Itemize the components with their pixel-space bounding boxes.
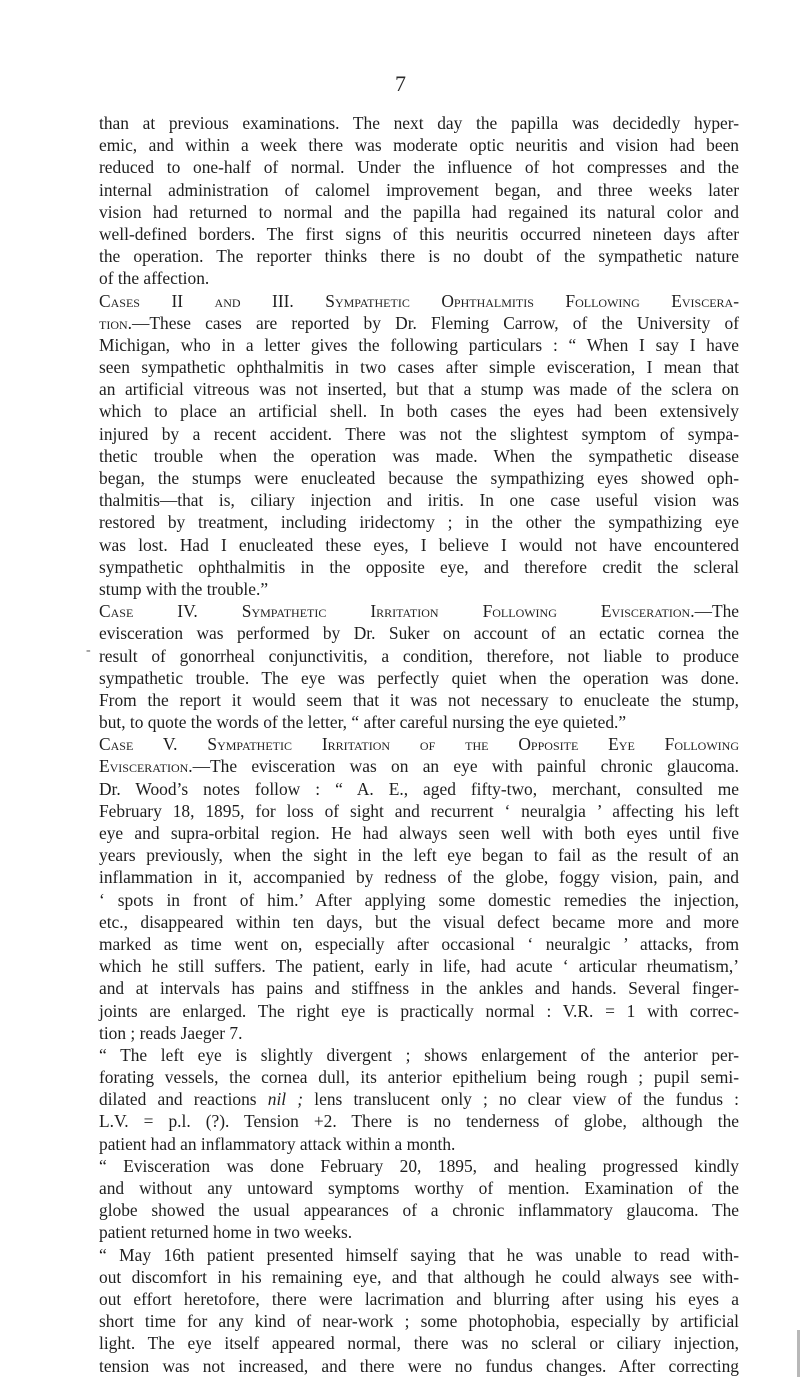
text-line: vision had returned to normal and the papilla had regained its natural color and	[99, 201, 739, 222]
text-line: dilated and reactions nil ; lens translucent only ; no clear view of the fundus :	[99, 1089, 740, 1110]
text-line: than at previous examinations. The next day the papilla was decidedly hyper-	[99, 113, 739, 133]
margin-mark: -	[86, 643, 91, 658]
text-line: tion.—These cases are reported by Dr. Fleming Carrow, of the University of	[99, 312, 739, 333]
text-line: tion ; reads Jaeger 7.	[99, 1022, 243, 1043]
text-line: but, to quote the words of the letter, “ after careful nursing the eye quieted.”	[99, 712, 627, 733]
text-line: “ The left eye is slightly divergent ; shows enlargement of the anterior per-	[99, 1044, 739, 1065]
text-line: internal administration of calomel improvement began, and three weeks later	[99, 179, 739, 200]
text-line: which to place an artificial shell. In both cases the eyes had been extensively	[99, 401, 739, 422]
text-line: short time for any kind of near-work ; some photophobia, especially by artificial	[99, 1311, 739, 1332]
text-line: sympathetic trouble. The eye was perfectly quiet when the operation was done.	[99, 667, 739, 688]
text-line: out discomfort in his remaining eye, and that although he could always see with-	[99, 1266, 739, 1287]
text-line: evisceration was performed by Dr. Suker on account of an ectatic cornea the	[99, 623, 739, 644]
text-line: Evisceration.—The evisceration was on an eye with painful chronic glaucoma.	[99, 756, 739, 777]
text-line: From the report it would seem that it was not necessary to enucleate the stump,	[99, 689, 739, 710]
text-line: tension was not increased, and there were no fundus changes. After correcting	[99, 1355, 739, 1376]
case-heading: Case V. Sympathetic Irritation of the Opposite Eye Following	[99, 734, 739, 755]
text-line: emic, and within a week there was moderate optic neuritis and vision had been	[99, 135, 739, 156]
text-line: globe showed the usual appearances of a chronic inflammatory glaucoma. The	[99, 1200, 739, 1221]
text-line: light. The eye itself appeared normal, there was no scleral or ciliary injection,	[99, 1333, 739, 1354]
text-line: joints are enlarged. The right eye is practically normal : V.R. = 1 with correc-	[99, 1000, 739, 1021]
text-line: February 18, 1895, for loss of sight and recurrent ‘ neuralgia ’ affecting his left	[99, 800, 739, 821]
text-line: reduced to one-half of normal. Under the influence of hot compresses and the	[99, 157, 739, 178]
text-line: eye and supra-orbital region. He had always seen well with both eyes until five	[99, 823, 739, 843]
text-line: sympathetic ophthalmitis in the opposite eye, and therefore credit the scleral	[99, 556, 739, 577]
text-line: forating vessels, the cornea dull, its anterior epithelium being rough ; pupil semi-	[99, 1067, 739, 1088]
text-line: stump with the trouble.”	[99, 578, 269, 599]
text-line: and without any untoward symptoms worthy of mention. Examination of the	[99, 1178, 739, 1198]
text-line: was lost. Had I enucleated these eyes, I believe I would not have encountered	[99, 534, 739, 555]
text-line: restored by treatment, including iridectomy ; in the other the sympathizing eye	[99, 512, 739, 533]
text-line: began, the stumps were enucleated because the sympathizing eyes showed oph-	[99, 468, 739, 488]
text-line: well-defined borders. The first signs of this neuritis occurred nineteen days after	[99, 223, 739, 244]
text-line: years previously, when the sight in the left eye began to fail as the result of an	[99, 845, 739, 866]
text-line: and at intervals has pains and stiffness in the ankles and hands. Several finger-	[99, 978, 739, 999]
case-heading: Cases II and III. Sympathetic Ophthalmitis Following Eviscera-	[99, 290, 739, 311]
text-line: thalmitis—that is, ciliary injection and iritis. In one case useful vision was	[99, 490, 739, 511]
text-line: patient had an inflammatory attack within a month.	[99, 1133, 456, 1154]
text-line: inflammation in it, accompanied by redness of the globe, foggy vision, pain, and	[99, 867, 739, 888]
text-line: result of gonorrheal conjunctivitis, a condition, therefore, not liable to produce	[99, 645, 739, 666]
text-line: patient returned home in two weeks.	[99, 1222, 353, 1243]
case-heading: Case IV. Sympathetic Irritation Following Evisceration.—The	[99, 601, 739, 622]
text-line: which he still suffers. The patient, early in life, had acute ‘ articular rheumatism,’	[99, 956, 739, 977]
text-line: ‘ spots in front of him.’ After applying some domestic remedies the injection,	[99, 889, 739, 910]
text-line: an artificial vitreous was not inserted, but that a stump was made of the sclera on	[99, 379, 739, 400]
body-text	[99, 112, 739, 1377]
text-line: thetic trouble when the operation was made. When the sympathetic disease	[99, 445, 739, 466]
text-line: “ Evisceration was done February 20, 1895, and healing progressed kindly	[99, 1155, 739, 1176]
text-line: of the affection.	[99, 268, 210, 289]
text-line: injured by a recent accident. There was not the slightest symptom of sympa-	[99, 423, 739, 444]
text-line: seen sympathetic ophthalmitis in two cases after simple evisceration, I mean that	[99, 357, 739, 378]
text-line: the operation. The reporter thinks there is no doubt of the sympathetic nature	[99, 246, 739, 267]
text-line: Michigan, who in a letter gives the following particulars : “ When I say I have	[99, 334, 739, 355]
text-line: L.V. = p.l. (?). Tension +2. There is no tenderness of globe, although the	[99, 1111, 739, 1132]
text-line: etc., disappeared within ten days, but the visual defect became more and more	[99, 911, 739, 932]
text-line: Dr. Wood’s notes follow : “ A. E., aged fifty-two, merchant, consulted me	[99, 778, 739, 799]
text-line: “ May 16th patient presented himself saying that he was unable to read with-	[99, 1244, 739, 1265]
text-line: out effort heretofore, there were lacrimation and blurring after using his eyes a	[99, 1288, 739, 1309]
page-number: 7	[395, 71, 406, 96]
text-line: marked as time went on, especially after occasional ‘ neuralgic ’ attacks, from	[99, 933, 739, 954]
